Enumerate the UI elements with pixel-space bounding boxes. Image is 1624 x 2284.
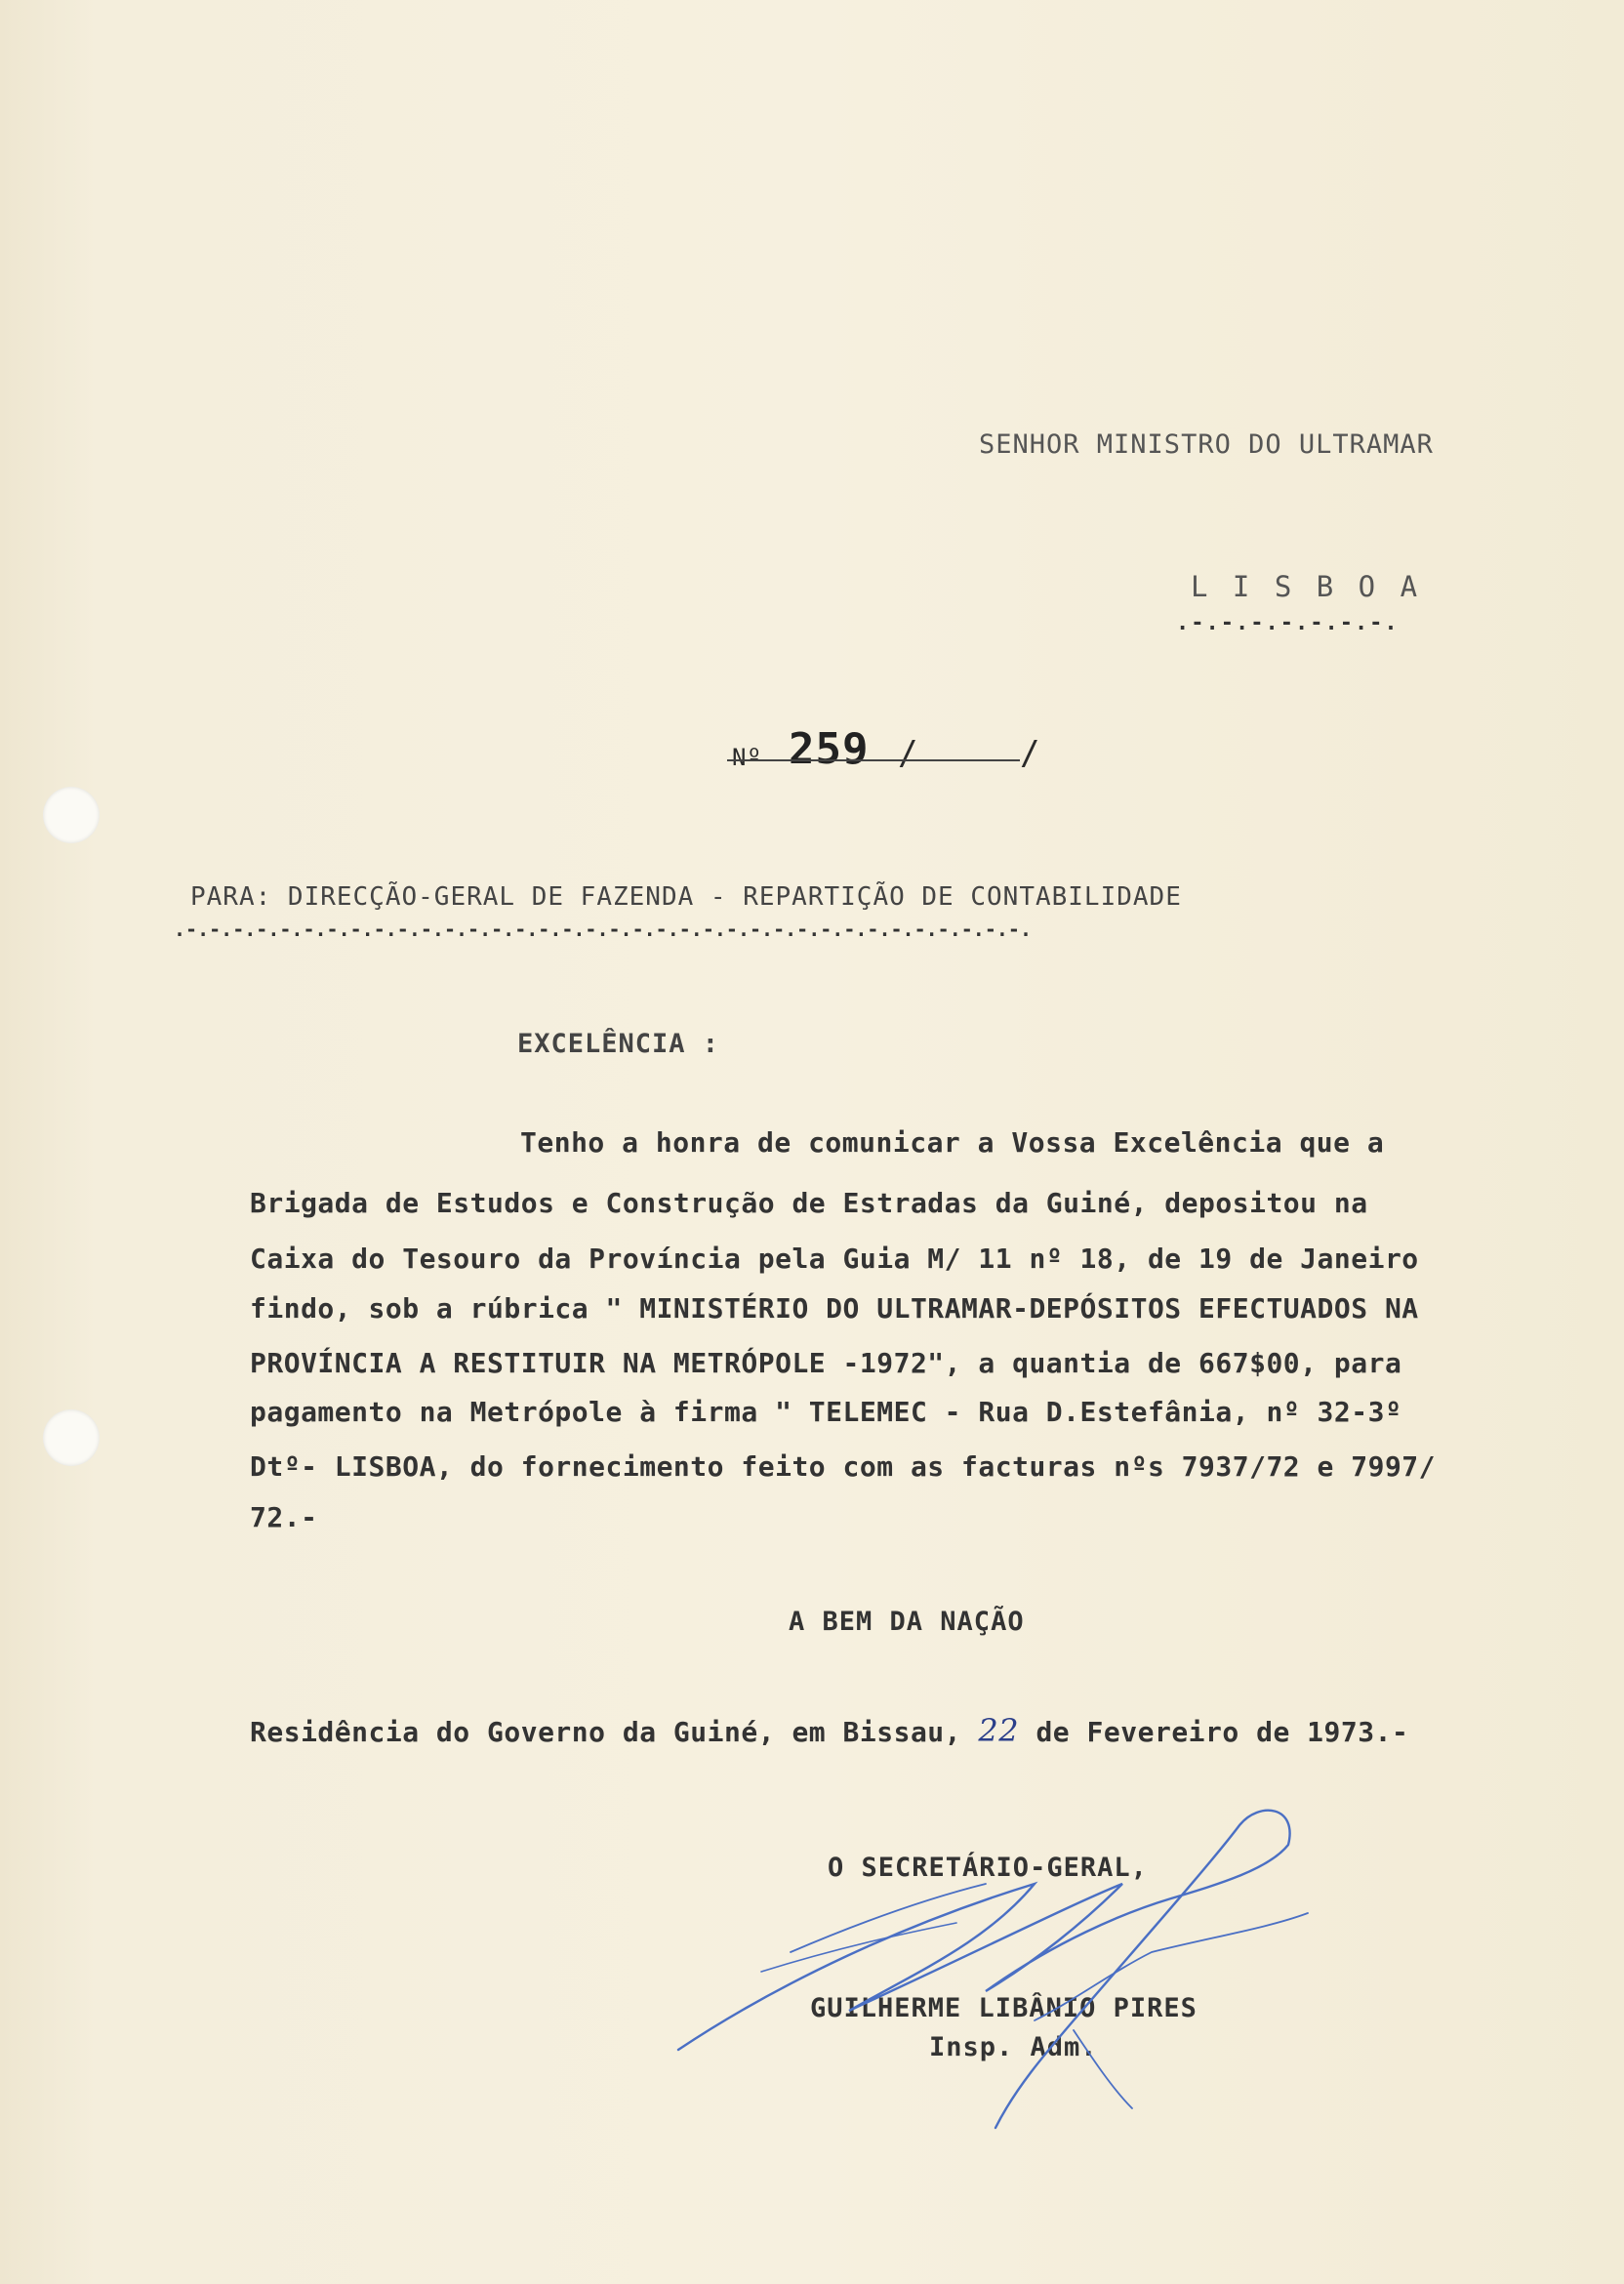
document-number: 259 bbox=[789, 724, 870, 774]
body-line-1: Tenho a honra de comunicar a Vossa Excelência que a bbox=[520, 1126, 1385, 1159]
punch-hole-bottom bbox=[43, 1409, 100, 1466]
body-line-6: pagamento na Metrópole à firma " TELEMEC - Rua D.Estefânia, nº 32-3º bbox=[250, 1396, 1402, 1428]
signer-role: Insp. Adm. bbox=[929, 2032, 1098, 2062]
number-slash-1: / bbox=[898, 734, 919, 773]
handwritten-signature bbox=[664, 1776, 1347, 2206]
city-line: L I S B O A bbox=[1191, 570, 1422, 603]
number-underline bbox=[727, 759, 1020, 761]
dateline-after: de Fevereiro de 1973.- bbox=[1035, 1716, 1409, 1748]
body-line-8: 72.- bbox=[250, 1501, 318, 1533]
closing-phrase: A BEM DA NAÇÃO bbox=[789, 1607, 1025, 1637]
dateline bbox=[250, 1712, 1408, 1749]
salutation: EXCELÊNCIA : bbox=[517, 1029, 720, 1059]
para-underline: .-.-.-.-.-.-.-.-.-.-.-.-.-.-.-.-.-.-.-.-.-.-.-.-.-.-.-.-.-.-.-.-.-.-.-.-. bbox=[174, 918, 1032, 941]
dateline-before: Residência do Governo da Guiné, em Bissau, bbox=[250, 1716, 962, 1748]
city-underline: .-.-.-.-.-.-.-. bbox=[1176, 611, 1400, 635]
signer-name: GUILHERME LIBÂNIO PIRES bbox=[810, 1993, 1198, 2023]
recipient-line: SENHOR MINISTRO DO ULTRAMAR bbox=[979, 429, 1434, 460]
punch-hole-top bbox=[43, 787, 100, 843]
body-line-4: findo, sob a rúbrica " MINISTÉRIO DO ULTRAMAR-DEPÓSITOS EFECTUADOS NA bbox=[250, 1292, 1419, 1325]
dateline-day: 22 bbox=[978, 1712, 1020, 1749]
number-prefix: Nº bbox=[732, 744, 762, 771]
signature-title: O SECRETÁRIO-GERAL, bbox=[828, 1853, 1148, 1883]
body-line-3: Caixa do Tesouro da Província pela Guia M/ 11 nº 18, de 19 de Janeiro bbox=[250, 1243, 1419, 1275]
number-slash-2: / bbox=[1020, 734, 1041, 773]
body-line-7: Dtº- LISBOA, do fornecimento feito com as facturas nºs 7937/72 e 7997/ bbox=[250, 1450, 1437, 1483]
para-line: PARA: DIRECÇÃO-GERAL DE FAZENDA - REPARTIÇÃO DE CONTABILIDADE bbox=[190, 882, 1182, 912]
body-line-5: PROVÍNCIA A RESTITUIR NA METRÓPOLE -1972", a quantia de 667$00, para bbox=[250, 1347, 1402, 1379]
body-line-2: Brigada de Estudos e Construção de Estradas da Guiné, depositou na bbox=[250, 1187, 1368, 1219]
